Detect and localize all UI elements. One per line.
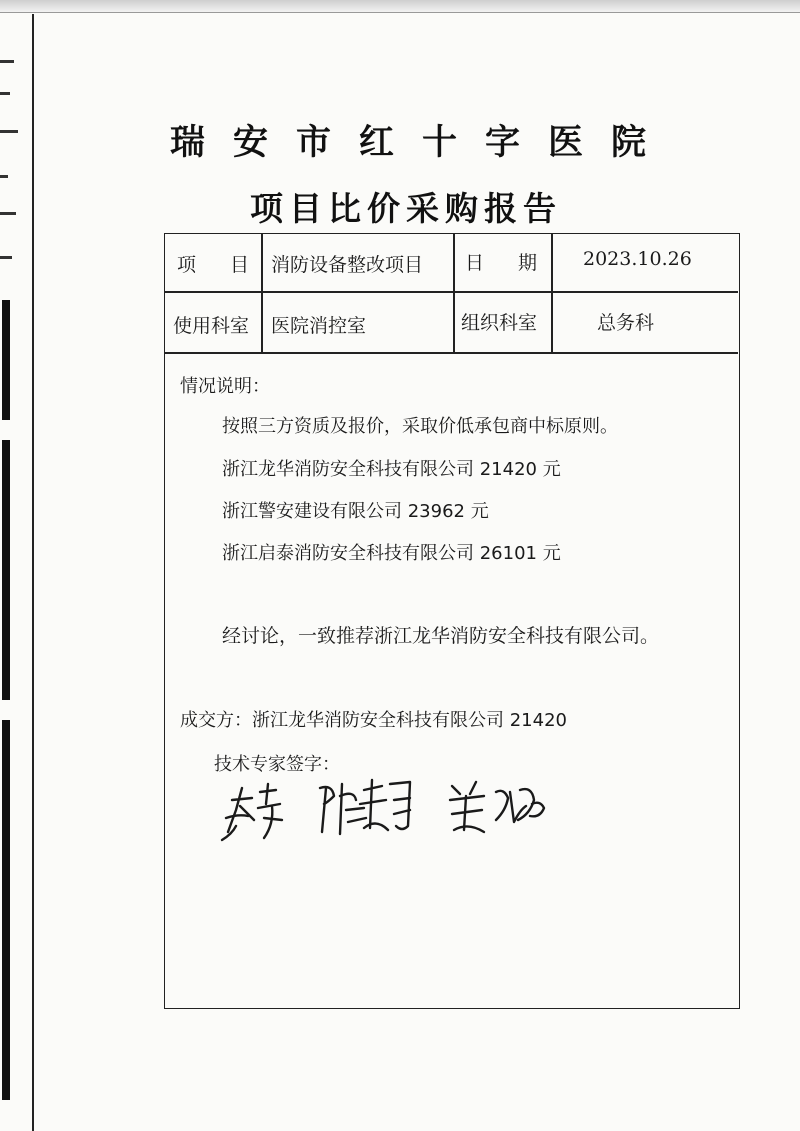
- deal-text: 成交方：浙江龙华消防安全科技有限公司 21420: [180, 710, 567, 731]
- org-label: 组织科室: [461, 312, 538, 334]
- quote-item: 浙江龙华消防安全科技有限公司 21420 元: [222, 459, 561, 480]
- signature-2: [320, 780, 410, 834]
- institution-title: 瑞安市红十字医院: [169, 122, 674, 163]
- expert-signatures: [214, 770, 554, 860]
- scan-left-edge: [0, 0, 40, 1131]
- report-title: 项目比价采购报告: [250, 189, 562, 228]
- project-value: 消防设备整改项目: [271, 254, 424, 276]
- scan-top-edge: [0, 0, 800, 13]
- signature-label: 技术专家签字：: [214, 754, 340, 775]
- date-value: 2023.10.26: [583, 248, 692, 270]
- org-value: 总务科: [597, 312, 655, 334]
- principle-text: 按照三方资质及报价，采取价低承包商中标原则。: [222, 416, 618, 437]
- project-label: 项 目: [177, 254, 264, 276]
- dept-label: 使用科室: [173, 315, 250, 337]
- conclusion-text: 经讨论，一致推荐浙江龙华消防安全科技有限公司。: [222, 625, 660, 647]
- quote-item: 浙江启泰消防安全科技有限公司 26101 元: [222, 543, 561, 564]
- signature-3: [450, 782, 544, 832]
- signature-1: [222, 784, 282, 840]
- date-label: 日 期: [465, 252, 552, 274]
- dept-value: 医院消控室: [271, 315, 367, 337]
- quote-item: 浙江警安建设有限公司 23962 元: [222, 501, 489, 522]
- description-heading: 情况说明：: [180, 376, 270, 397]
